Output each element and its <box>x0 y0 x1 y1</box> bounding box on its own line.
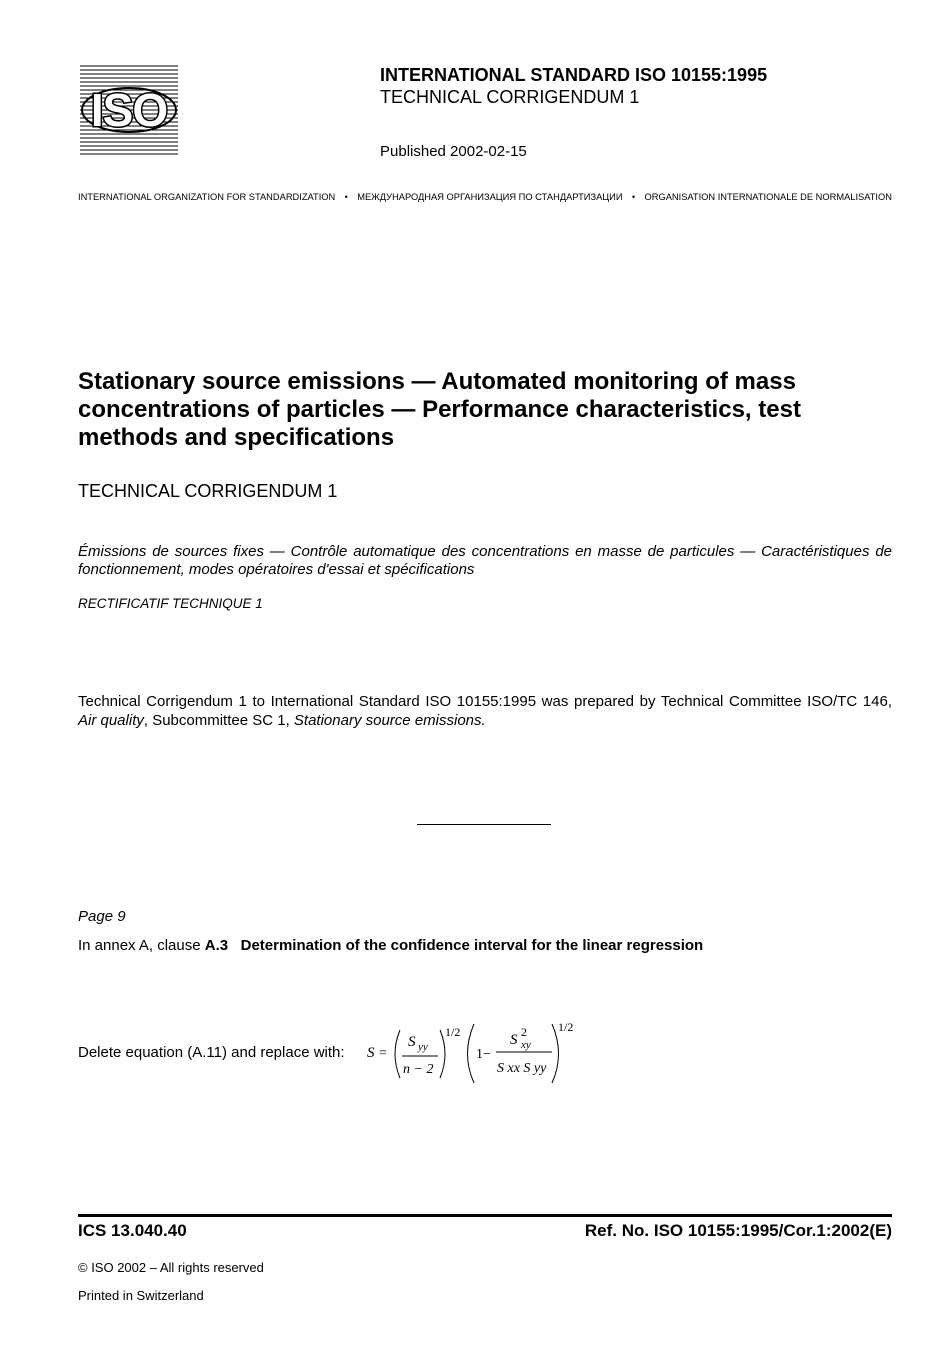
preparation-text-2: , Subcommittee SC 1, <box>143 712 294 729</box>
printed-location: Printed in Switzerland <box>78 1288 204 1303</box>
preparation-paragraph <box>78 692 892 730</box>
clause-title: Determination of the confidence interval for the linear regression <box>240 937 704 954</box>
subcommittee-name: Stationary source emissions. <box>293 712 486 729</box>
footer-rule <box>78 1214 892 1217</box>
second-numerator-superscript: 2 <box>521 1025 527 1039</box>
copyright-notice: © ISO 2002 – All rights reserved <box>78 1260 264 1275</box>
first-numerator-subscript: yy <box>418 1041 428 1053</box>
page-reference: Page 9 <box>78 908 126 925</box>
french-title: Émissions de sources fixes — Contrôle automatique des concentrations en masse de particules — Caractéristiques de fonctionnement, modes opératoires d'essai et spécifications <box>78 543 892 578</box>
committee-name: Air quality <box>78 712 144 729</box>
reference-number: Ref. No. ISO 10155:1995/Cor.1:2002(E) <box>584 1221 892 1240</box>
separator-rule <box>417 824 551 825</box>
left-paren-1 <box>395 1030 400 1078</box>
ics-code: ICS 13.040.40 <box>78 1221 187 1240</box>
organization-names <box>78 192 892 202</box>
replacement-equation <box>364 1016 584 1088</box>
corrigendum-label: TECHNICAL CORRIGENDUM 1 <box>78 481 338 501</box>
french-corrigendum-label: RECTIFICATIF TECHNIQUE 1 <box>78 596 263 611</box>
one-minus: 1− <box>476 1047 491 1062</box>
published-date: Published 2002-02-15 <box>380 143 527 160</box>
first-numerator-symbol: S <box>408 1034 416 1050</box>
iso-logo-text: ISO <box>90 84 168 136</box>
second-denominator: S xx S yy <box>497 1061 547 1076</box>
standard-title: INTERNATIONAL STANDARD ISO 10155:1995 <box>380 65 768 85</box>
replace-instruction: Delete equation (A.11) and replace with: <box>78 1044 345 1061</box>
equation-lhs: S <box>367 1045 375 1061</box>
corrigendum-subtitle: TECHNICAL CORRIGENDUM 1 <box>380 87 640 107</box>
document-title: Stationary source emissions — Automated monitoring of mass concentrations of particles — Performance characteristics, test methods and specifications <box>78 368 801 451</box>
org-name-russian: МЕЖДУНАРОДНАЯ ОРГАНИЗАЦИЯ ПО СТАНДАРТИЗАЦИИ <box>357 192 623 202</box>
iso-logo <box>80 64 178 156</box>
second-numerator-symbol: S <box>510 1032 518 1048</box>
org-name-english: INTERNATIONAL ORGANIZATION FOR STANDARDIZATION <box>78 192 336 202</box>
bullet-separator: • <box>344 192 348 202</box>
equation-equals: = <box>379 1046 387 1061</box>
first-denominator: n − 2 <box>403 1062 434 1077</box>
second-numerator-subscript: xy <box>521 1039 531 1051</box>
annex-clause-line <box>78 937 703 954</box>
exponent-2: 1/2 <box>558 1020 574 1034</box>
clause-title-spacer <box>228 937 241 954</box>
bullet-separator: • <box>631 192 636 202</box>
org-name-french: ORGANISATION INTERNATIONALE DE NORMALISATION <box>644 192 892 202</box>
left-paren-2 <box>468 1024 475 1083</box>
clause-number: A.3 <box>204 937 229 954</box>
exponent-1: 1/2 <box>445 1025 461 1039</box>
annex-prefix: In annex A, clause <box>78 937 205 954</box>
preparation-text-1: Technical Corrigendum 1 to International Standard ISO 10155:1995 was prepared by Technical Committee ISO/TC 146, <box>78 693 892 710</box>
